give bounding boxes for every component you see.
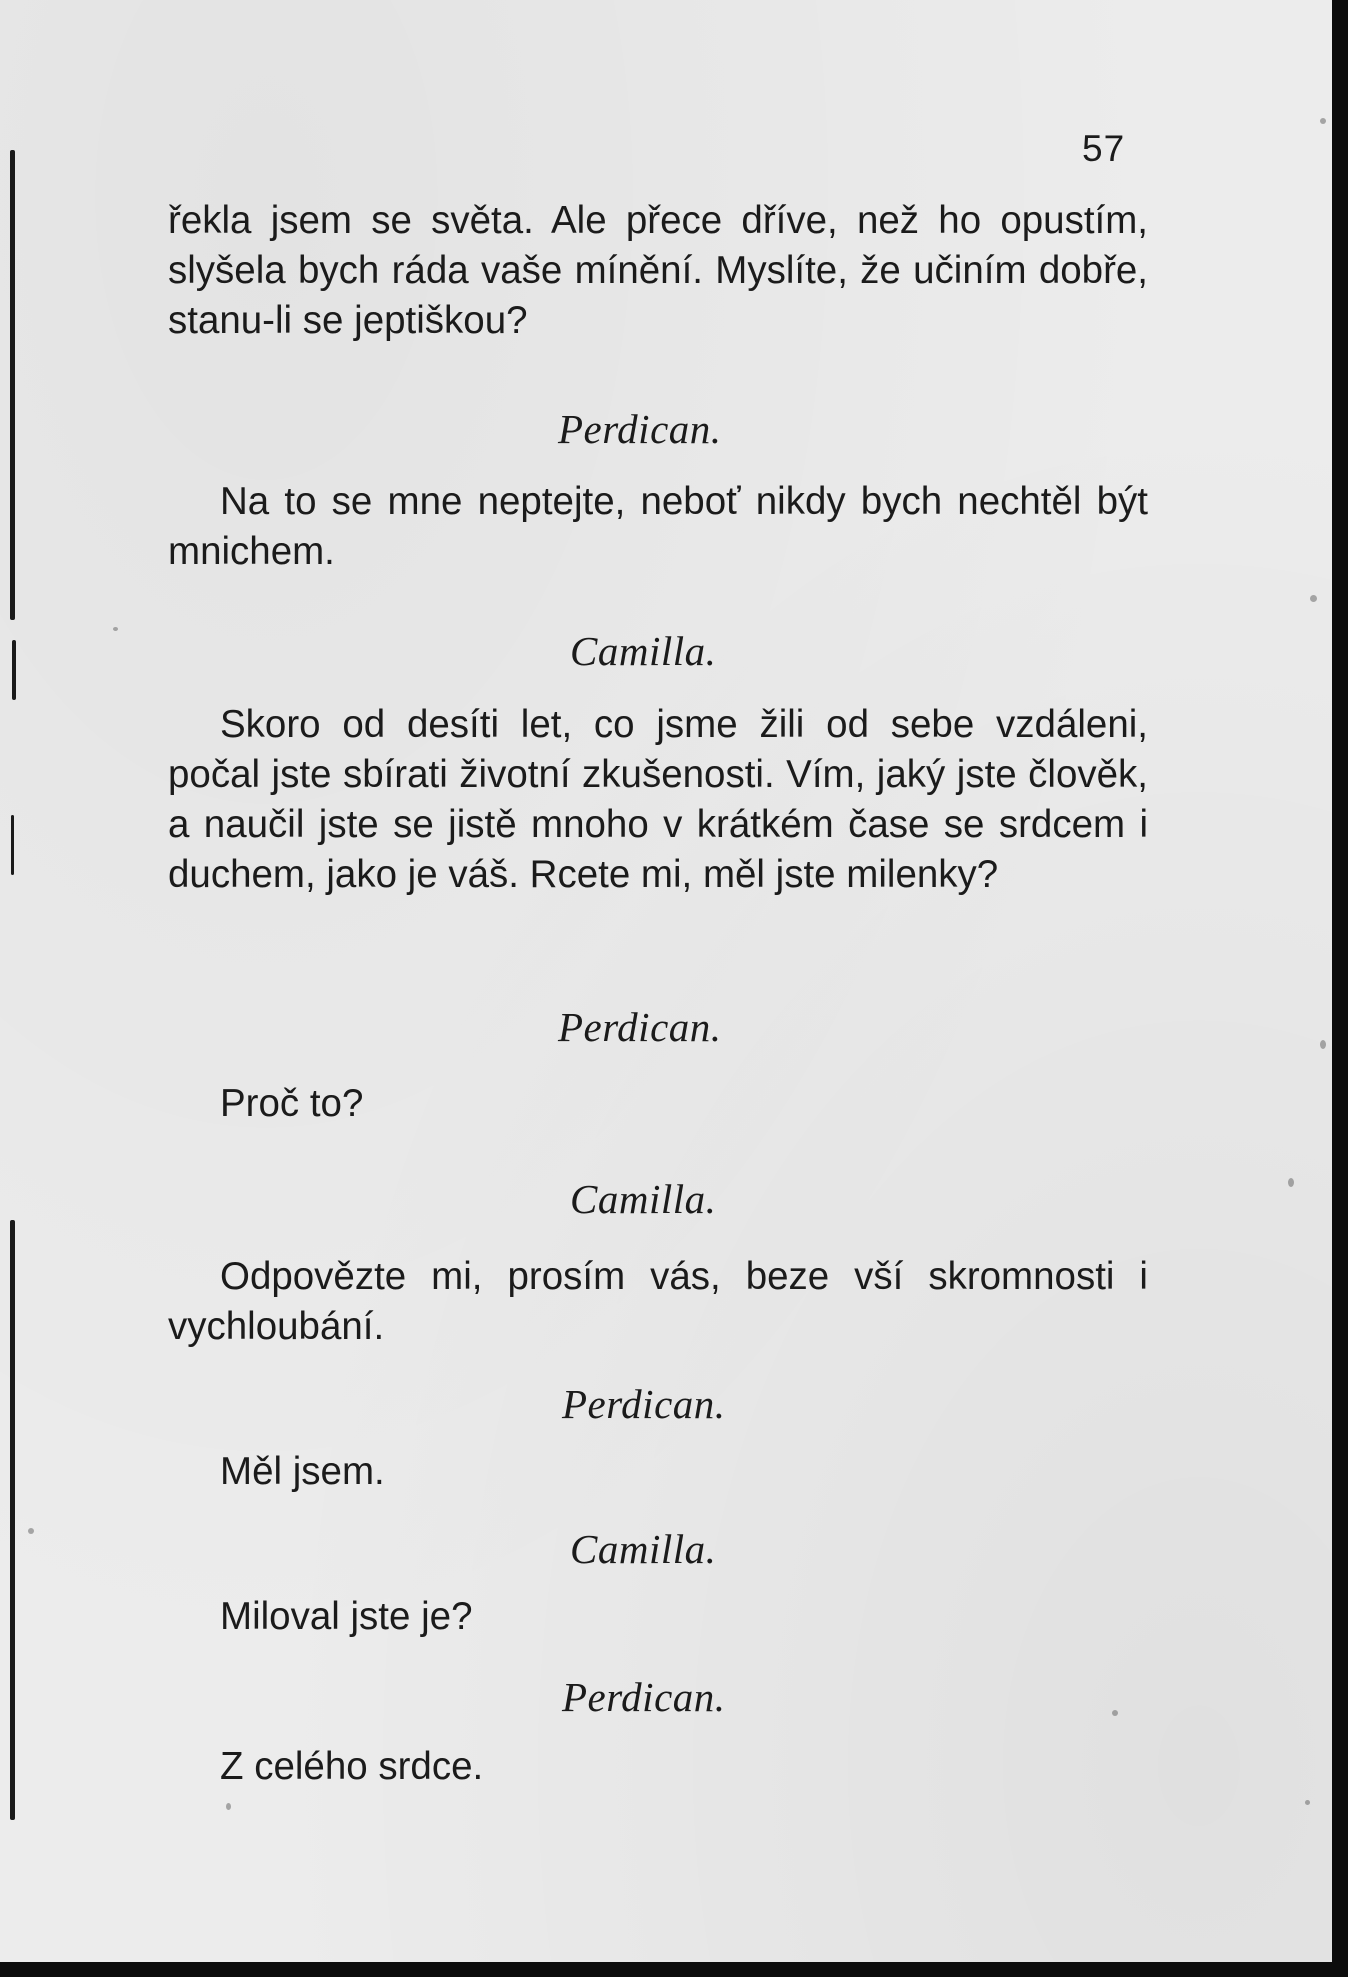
paper-speck (1320, 1040, 1326, 1049)
text-paragraph: Z celého srdce. (220, 1745, 484, 1788)
text-paragraph: Proč to? (220, 1082, 364, 1125)
page-binding-shadow (0, 0, 30, 1962)
speaker-name: Perdican. (558, 1004, 722, 1050)
paper-speck (1112, 1710, 1118, 1716)
text-paragraph: Odpovězte mi, prosím vás, beze vší skromnosti i vychloubání. (168, 1255, 1148, 1348)
text-paragraph: řekla jsem se světa. Ale přece dříve, než ho opustím, slyšela bych ráda vaše mínění. Myslíte, že učiním dobře, stanu-li se jeptiškou? (168, 199, 1148, 342)
paper-speck (1320, 118, 1326, 124)
scan-edge-bottom (0, 1962, 1348, 1977)
text-paragraph: Skoro od desíti let, co jsme žili od sebe vzdáleni, počal jste sbírati životní zkušenosti. Vím, jaký jste člověk, a naučil jste se jistě mnoho v krátkém čase se srdcem i duchem, jako je váš. Rcete mi, měl jste milenky? (168, 703, 1148, 896)
speaker-name: Camilla. (570, 1526, 717, 1572)
text-paragraph: Miloval jste je? (220, 1595, 473, 1638)
page-number: 57 (1082, 128, 1126, 169)
speaker-name: Perdican. (558, 406, 722, 452)
paper-speck (1288, 1178, 1294, 1187)
text-paragraph: Měl jsem. (220, 1450, 385, 1493)
speaker-name: Camilla. (570, 1176, 717, 1222)
speaker-name: Camilla. (570, 628, 717, 674)
paper-speck (113, 627, 118, 631)
paper-speck (1305, 1800, 1310, 1805)
speaker-name: Perdican. (562, 1381, 726, 1427)
speaker-name: Perdican. (562, 1674, 726, 1720)
paper-speck (1310, 595, 1317, 602)
paper-speck (28, 1528, 34, 1534)
scan-edge-right (1332, 0, 1348, 1977)
text-paragraph: Na to se mne neptejte, neboť nikdy bych nechtěl být mnichem. (168, 480, 1148, 573)
paper-speck (226, 1803, 231, 1810)
